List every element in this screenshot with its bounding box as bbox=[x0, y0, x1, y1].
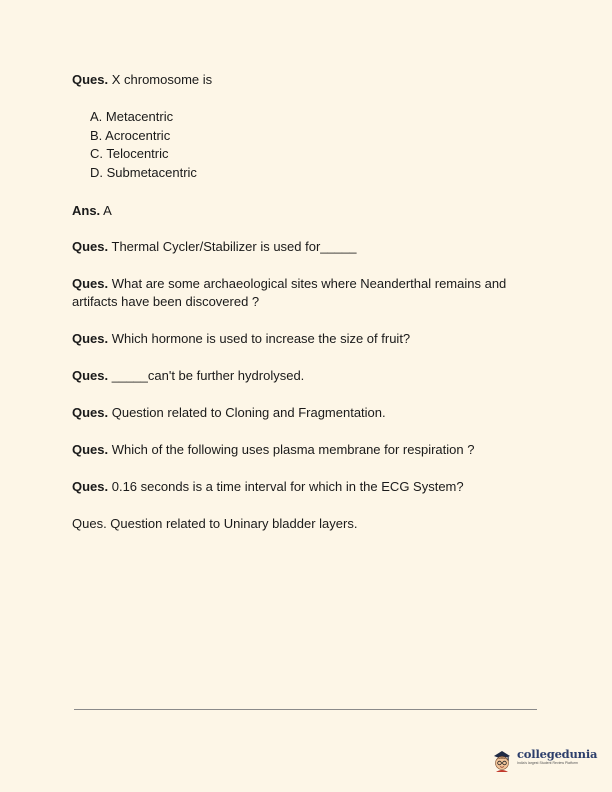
question-text: Ques. Question related to Uninary bladder layers. bbox=[72, 516, 358, 531]
mascot-icon bbox=[490, 747, 514, 773]
question-text: X chromosome is bbox=[108, 72, 213, 87]
question-label: Ques. bbox=[72, 331, 109, 346]
collegedunia-logo[interactable] bbox=[490, 747, 597, 773]
answer bbox=[72, 202, 112, 220]
option-d: D. Submetacentric bbox=[90, 165, 197, 180]
question-label: Ques. bbox=[72, 405, 109, 420]
question-text: What are some archaeological sites where Neanderthal remains and artifacts have been discovered ? bbox=[72, 276, 507, 309]
question-text: Which of the following uses plasma membrane for respiration ? bbox=[108, 442, 475, 457]
option-b: B. Acrocentric bbox=[90, 128, 171, 143]
footer-divider bbox=[74, 709, 537, 710]
question-text: Which hormone is used to increase the size of fruit? bbox=[108, 331, 411, 346]
question-9 bbox=[72, 515, 357, 533]
question-text: Question related to Cloning and Fragmentation. bbox=[108, 405, 386, 420]
option-a: A. Metacentric bbox=[90, 109, 174, 124]
question-label: Ques. bbox=[72, 368, 109, 383]
question-text: Thermal Cycler/Stabilizer is used for_____ bbox=[108, 239, 357, 254]
answer-label: Ans. bbox=[72, 203, 101, 218]
question-label: Ques. bbox=[72, 276, 109, 291]
question-1 bbox=[72, 71, 212, 89]
question-label: Ques. bbox=[72, 239, 109, 254]
brand-tagline: India's largest Student Review Platform bbox=[517, 761, 578, 765]
question-text: 0.16 seconds is a time interval for which in the ECG System? bbox=[108, 479, 464, 494]
answer-text: A bbox=[100, 203, 112, 218]
question-7 bbox=[72, 441, 474, 459]
option-c: C. Telocentric bbox=[90, 146, 169, 161]
question-3 bbox=[72, 275, 552, 311]
question-label: Ques. bbox=[72, 479, 109, 494]
question-6 bbox=[72, 404, 386, 422]
question-5 bbox=[72, 367, 304, 385]
question-label: Ques. bbox=[72, 72, 109, 87]
brand-name: collegedunia bbox=[517, 747, 598, 761]
question-text: _____can't be further hydrolysed. bbox=[108, 368, 305, 383]
question-2 bbox=[72, 238, 356, 256]
question-8 bbox=[72, 478, 464, 496]
question-4 bbox=[72, 330, 410, 348]
question-label: Ques. bbox=[72, 442, 109, 457]
